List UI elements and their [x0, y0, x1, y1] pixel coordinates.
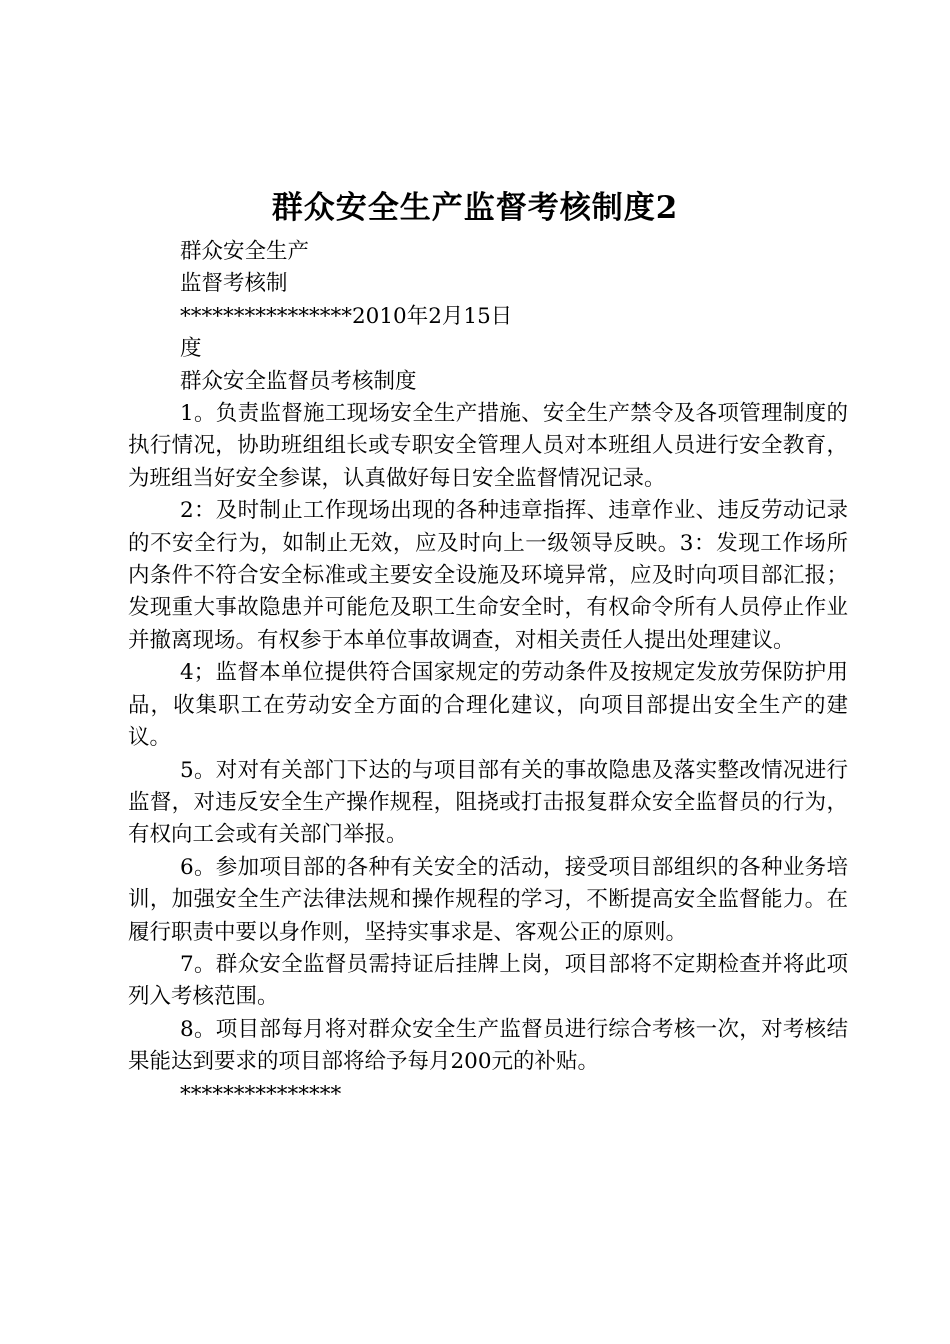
paragraph: 7。群众安全监督员需持证后挂牌上岗，项目部将不定期检查并将此项列入考核范围。	[128, 951, 848, 1010]
paragraph: 4；监督本单位提供符合国家规定的劳动条件及按规定发放劳保防护用品，收集职工在劳动安全方面的合理化建议，向项目部提出安全生产的建议。	[128, 660, 848, 751]
paragraph: 6。参加项目部的各种有关安全的活动，接受项目部组织的各种业务培训，加强安全生产法律法规和操作规程的学习，不断提高安全监督能力。在履行职责中要以身作则，坚持实事求是、客观公正的原则。	[128, 854, 848, 945]
date-line: ****************2010年2月15日	[180, 303, 513, 329]
paragraph: 5。对对有关部门下达的与项目部有关的事故隐患及落实整改情况进行监督，对违反安全生产操作规程，阻挠或打击报复群众安全监督员的行为，有权向工会或有关部门举报。	[128, 757, 848, 848]
subtitle-line: 群众安全监督员考核制度	[180, 368, 417, 394]
footer-line: ***************	[180, 1081, 342, 1107]
paragraph: 8。项目部每月将对群众安全生产监督员进行综合考核一次，对考核结果能达到要求的项目部将给予每月200元的补贴。	[128, 1016, 848, 1075]
document-title: 群众安全生产监督考核制度2	[271, 190, 679, 226]
header-line: 群众安全生产	[180, 239, 310, 264]
document-body	[128, 236, 848, 1111]
paragraph: 1。负责监督施工现场安全生产措施、安全生产禁令及各项管理制度的执行情况，协助班组组长或专职安全管理人员对本班组人员进行安全教育，为班组当好安全参谋，认真做好每日安全监督情况记录。	[128, 401, 848, 491]
header-line: 度	[180, 336, 202, 362]
paragraph: 2：及时制止工作现场出现的各种违章指挥、违章作业、违反劳动记录的不安全行为，如制止无效，应及时向上一级领导反映。3：发现工作场所内条件不符合安全标准或主要安全设施及环境异常，应及时向项目部汇报；发现重大事故隐患并可能危及职工生命安全时，有权命令所有人员停止作业并撤离现场。有权参于本单位事故调查，对相关责任人提出处理建议。	[128, 498, 848, 653]
header-line: 监督考核制	[180, 271, 288, 297]
